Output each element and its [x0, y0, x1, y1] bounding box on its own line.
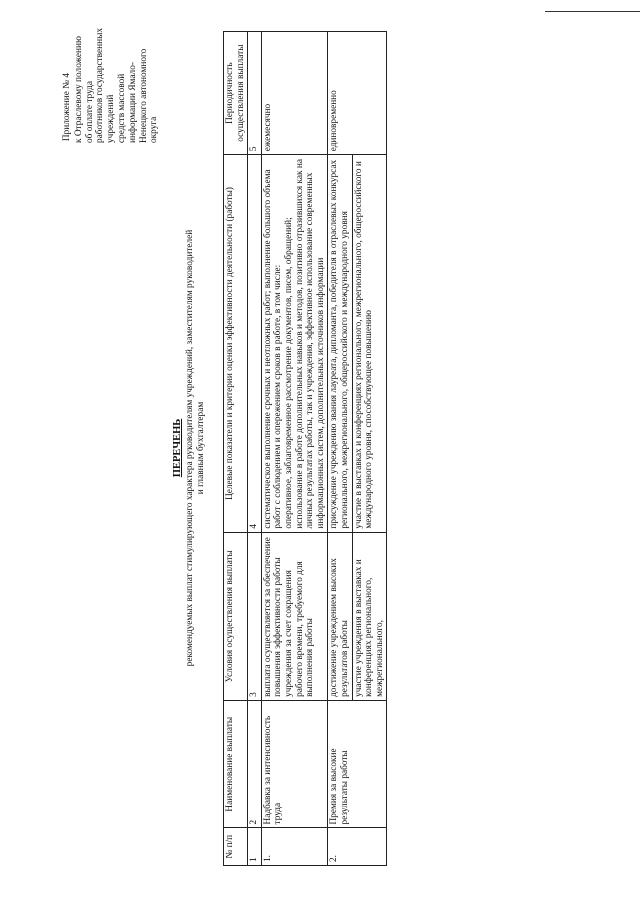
payment-criteria: участие в выставках и конференциях регионального, межрегионального, общероссийского и международного уровня, способствующее повышению: [352, 155, 387, 532]
header-name: Наименование выплаты: [224, 700, 248, 828]
payment-name: Премия за высокие результаты работы: [328, 700, 387, 828]
payment-conditions: достижение учреждением высоких результатов работы: [328, 532, 352, 700]
column-number: 5: [248, 32, 262, 155]
criteria-paragraph: использование в работе дополнительных навыков и методов, позитивно отразившихся как на личных результатах работы, так и учреждения, эффективное использование современных информационных систем, дополнительных источников информации: [294, 159, 326, 529]
row-num: 1.: [261, 828, 328, 866]
payment-criteria: [261, 155, 328, 532]
table-row: [328, 32, 352, 866]
header-period: Периодичность осуществления выплаты: [224, 32, 248, 155]
criteria-paragraph: систематическое выполнение срочных и неотложных работ; выполнение большого объема работ с соблюдением и опережением сроков в работе, в том числе:: [262, 169, 284, 529]
criteria-paragraph: оперативное, заблаговременное рассмотрение документов, писем, обращений;: [283, 217, 294, 529]
document-title: ПЕРЕЧЕНЬ: [172, 418, 183, 478]
row-num: 2.: [328, 828, 387, 866]
header-conditions: Условия осуществления выплаты: [224, 532, 248, 700]
appendix-title: Приложение № 4: [62, 73, 72, 142]
table-header-row: [224, 32, 248, 866]
appendix-line: Ненецкого автономного округа: [138, 48, 160, 143]
header-num: № п/п: [224, 828, 248, 866]
column-numbers-row: [248, 32, 262, 866]
payment-criteria: присуждение учреждению звания лауреата, дипломанта, победителя в отраслевых конкурсах регионального, межрегионального, общероссийского и международного уровня: [328, 155, 352, 532]
appendix-note: [62, 25, 160, 143]
appendix-line: средств массовой информации Ямало-: [116, 62, 138, 143]
document-subtitle: и главным бухгалтерам: [196, 401, 206, 495]
payment-name: Надбавка за интенсивность труда: [261, 700, 328, 828]
table-row: [261, 32, 328, 866]
top-edge-rule: [545, 11, 640, 12]
column-number: 4: [248, 155, 262, 532]
payment-period: единовременно: [328, 32, 387, 155]
document-heading: [172, 168, 207, 728]
payments-table: [223, 31, 387, 866]
column-number: 1: [248, 828, 262, 866]
column-number: 2: [248, 700, 262, 828]
column-number: 3: [248, 532, 262, 700]
payment-period: ежемесячно: [261, 32, 328, 155]
appendix-line: к Отраслевому положению об оплате труда: [73, 36, 95, 143]
payment-conditions: участие учреждения в выставках и конференциях регионального, межрегионального,: [352, 532, 387, 700]
rotated-page: [0, 18, 620, 878]
document-subtitle: рекомендуемых выплат стимулирующего характера руководителям учреждений, заместителям руководителей: [185, 229, 195, 667]
appendix-line: работников государственных учреждений: [95, 28, 117, 143]
payment-conditions: выплата осуществляется за обеспечение повышения эффективности работы учреждения за счет сокращения рабочего времени, требуемого для выполнения работы: [261, 532, 328, 700]
header-criteria: Целевые показатели и критерии оценки эффективности деятельности (работы): [224, 155, 248, 532]
